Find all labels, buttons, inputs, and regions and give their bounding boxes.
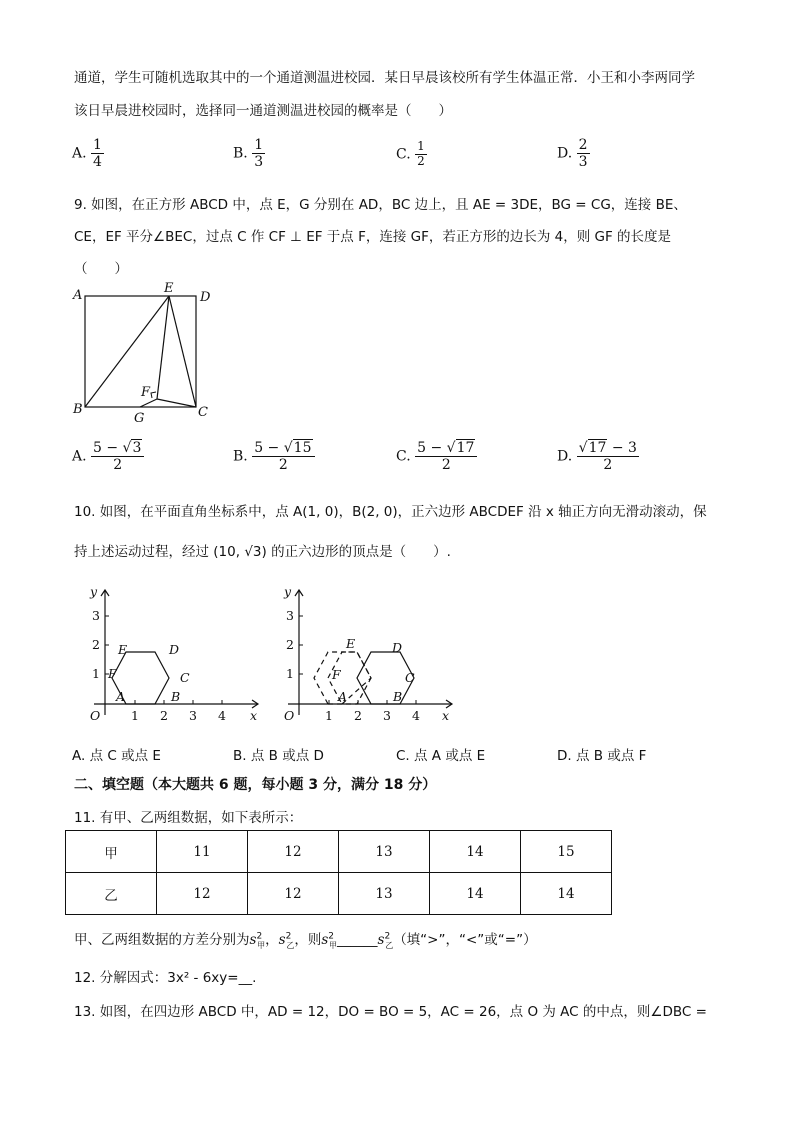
q8-option-b: B. $\frac{1}{3}$ bbox=[233, 137, 264, 171]
table-row-yi bbox=[66, 873, 612, 915]
label-F: F bbox=[141, 385, 151, 400]
fig1-label-B: B bbox=[171, 689, 181, 704]
q10-option-b: B. 点 B 或点 D bbox=[233, 748, 324, 764]
label-D: D bbox=[200, 290, 211, 305]
q11-question: 甲、乙两组数据的方差分别为$s^2_甲$，$s^2_乙$，则$s^2_甲\_\_\_\_\_\_s^2_乙$（填“>”，“<”或“=”） bbox=[74, 931, 537, 950]
q10-figure-2 bbox=[274, 580, 464, 728]
q11-answer-blank[interactable]: ______ bbox=[337, 932, 378, 948]
q8-option-c: C. $\frac{1}{2}$ bbox=[396, 139, 425, 168]
fig1-x-label: x bbox=[250, 708, 258, 723]
fig1-label-F: F bbox=[108, 666, 117, 681]
fig2-xtick-3: 3 bbox=[383, 708, 391, 723]
fig1-xtick-3: 3 bbox=[189, 708, 197, 723]
fig2-origin: O bbox=[284, 708, 295, 723]
fig1-xtick-2: 2 bbox=[160, 708, 168, 723]
q8-option-d: D. $\frac{2}{3}$ bbox=[557, 137, 588, 171]
section-2-title: 二、填空题（本大题共 6 题，每小题 3 分，满分 18 分） bbox=[74, 777, 437, 793]
table-cell: 15 bbox=[521, 831, 612, 873]
fig2-x-label: x bbox=[442, 708, 450, 723]
fig1-xtick-1: 1 bbox=[131, 708, 139, 723]
table-cell: 14 bbox=[430, 873, 521, 915]
fig2-xtick-4: 4 bbox=[412, 708, 420, 723]
fig2-xtick-2: 2 bbox=[354, 708, 362, 723]
q8-line-2: 该日早晨进校园时，选择同一通道测温进校园的概率是（ ） bbox=[74, 103, 452, 119]
q8-line-1: 通道，学生可随机选取其中的一个通道测温进校园．某日早晨该校所有学生体温正常．小王和小李两同学 bbox=[74, 70, 695, 86]
q10-option-a: A. 点 C 或点 E bbox=[72, 748, 161, 764]
q12-text: 12. 分解因式：3x² - 6xy=__. bbox=[74, 970, 257, 986]
q13-text: 13. 如图，在四边形 ABCD 中，AD = 12，DO = BO = 5，AC = 26，点 O 为 AC 的中点，则∠DBC = bbox=[74, 1004, 707, 1020]
fig2-label-D: D bbox=[392, 640, 403, 655]
table-cell: 12 bbox=[157, 873, 248, 915]
q9-figure-square bbox=[70, 280, 230, 425]
label-C: C bbox=[198, 405, 208, 420]
fig1-label-A: A bbox=[116, 689, 126, 704]
table-cell: 11 bbox=[157, 831, 248, 873]
q10-figure-1 bbox=[80, 580, 270, 728]
table-cell: 14 bbox=[521, 873, 612, 915]
fig2-ytick-2: 2 bbox=[286, 637, 294, 652]
table-cell: 12 bbox=[248, 831, 339, 873]
fig1-y-label: y bbox=[90, 584, 98, 599]
fig2-label-B: B bbox=[393, 689, 403, 704]
label-A: A bbox=[73, 288, 83, 303]
fig2-ytick-1: 1 bbox=[286, 666, 294, 681]
fig1-ytick-1: 1 bbox=[92, 666, 100, 681]
q9-line-3: （ ） bbox=[74, 261, 128, 277]
q9-option-a: A. $\frac{5 - √3}{2}$ bbox=[72, 440, 144, 473]
q10-line-2: 持上述运动过程，经过 (10, √3) 的正六边形的顶点是（ ）. bbox=[74, 544, 451, 560]
fig2-ytick-3: 3 bbox=[286, 608, 294, 623]
label-B: B bbox=[73, 402, 83, 417]
q9-line-2: CE，EF 平分∠BEC，过点 C 作 CF ⊥ EF 于点 F，连接 GF，若正方形的边长为 4，则 GF 的长度是 bbox=[74, 229, 672, 245]
fig2-label-E: E bbox=[346, 636, 356, 651]
fig1-ytick-3: 3 bbox=[92, 608, 100, 623]
table-row-jia bbox=[66, 831, 612, 873]
table-cell: 13 bbox=[339, 873, 430, 915]
fig2-label-C: C bbox=[405, 670, 415, 685]
label-E: E bbox=[164, 281, 174, 296]
fig1-ytick-2: 2 bbox=[92, 637, 100, 652]
q11-data-table bbox=[65, 830, 612, 915]
row-label-jia: 甲 bbox=[66, 831, 157, 873]
q8-option-a: A. $\frac{1}{4}$ bbox=[72, 137, 102, 171]
q9-option-d: D. $\frac{√17 - 3}{2}$ bbox=[557, 440, 637, 474]
fig2-xtick-1: 1 bbox=[325, 708, 333, 723]
row-label-yi: 乙 bbox=[66, 873, 157, 915]
table-cell: 12 bbox=[248, 873, 339, 915]
label-G: G bbox=[134, 411, 145, 425]
fig1-origin: O bbox=[90, 708, 101, 723]
q10-option-c: C. 点 A 或点 E bbox=[396, 748, 486, 764]
q9-line-1: 9. 如图，在正方形 ABCD 中，点 E，G 分别在 AD，BC 边上，且 AE = 3DE，BG = CG，连接 BE、 bbox=[74, 197, 687, 213]
q10-option-d: D. 点 B 或点 F bbox=[557, 748, 647, 764]
q9-option-c: C. $\frac{5 - √17}{2}$ bbox=[396, 440, 477, 473]
fig1-label-E: E bbox=[118, 642, 128, 657]
q10-line-1: 10. 如图，在平面直角坐标系中，点 A(1, 0)，B(2, 0)，正六边形 ABCDEF 沿 x 轴正方向无滑动滚动，保 bbox=[74, 504, 707, 520]
fig1-xtick-4: 4 bbox=[218, 708, 226, 723]
table-cell: 13 bbox=[339, 831, 430, 873]
q9-option-b: B. $\frac{5 - √15}{2}$ bbox=[233, 440, 315, 473]
fig2-y-label: y bbox=[284, 584, 292, 599]
fig2-label-A: A bbox=[338, 689, 348, 704]
fig1-label-C: C bbox=[180, 670, 190, 685]
table-cell: 14 bbox=[430, 831, 521, 873]
q11-text: 11. 有甲、乙两组数据，如下表所示： bbox=[74, 810, 303, 826]
fig1-label-D: D bbox=[169, 642, 180, 657]
fig2-label-F: F bbox=[332, 667, 341, 682]
